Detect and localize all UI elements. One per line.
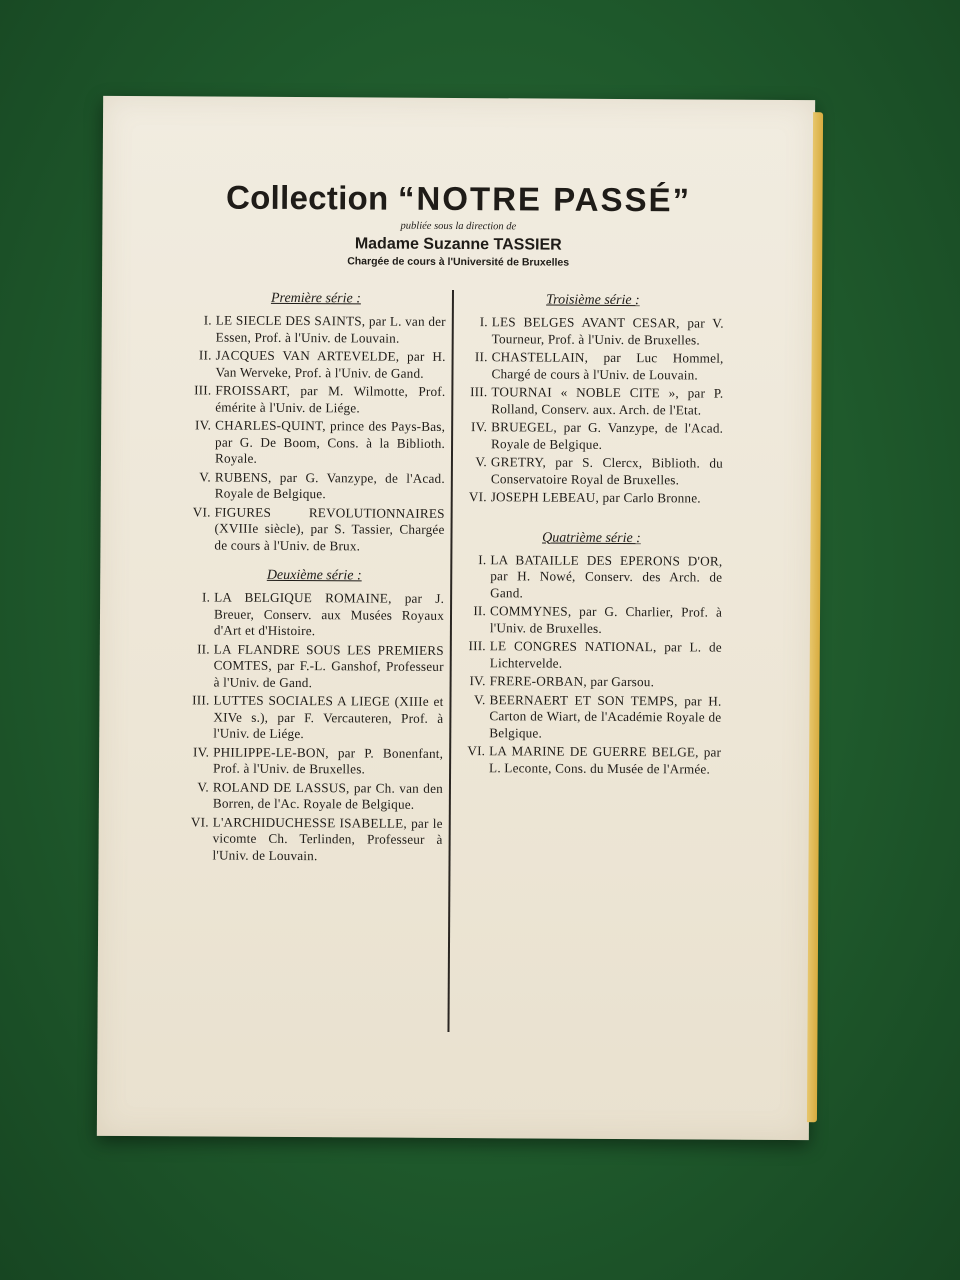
list-item xyxy=(186,312,446,347)
series-first xyxy=(184,290,446,555)
item-number: VI. xyxy=(468,489,487,505)
series-fourth xyxy=(459,530,723,778)
item-number: I. xyxy=(201,589,211,605)
title-prefix: Collection xyxy=(225,178,389,217)
item-text: L'ARCHIDUCHESSE ISABELLE, par le vicomte Ch. Terlinden, Professeur à l'Univ. de Louvain. xyxy=(212,814,443,863)
item-text: GRETRY, par S. Clercx, Biblioth. du Conservatoire Royal de Bruxelles. xyxy=(490,454,723,487)
item-text: RUBENS, par G. Vanzype, de l'Acad. Royale de Belgique. xyxy=(214,469,445,502)
item-number: IV. xyxy=(470,419,488,435)
item-text: FRERE-ORBAN, par Garsou. xyxy=(489,673,655,690)
director-affiliation: Chargée de cours à l'Université de Bruxelles xyxy=(347,255,570,269)
column-divider xyxy=(447,290,454,1032)
list-item xyxy=(185,417,445,468)
right-column xyxy=(459,292,724,792)
item-text: CHASTELLAIN, par Luc Hommel, Chargé de cours à l'Univ. de Louvain. xyxy=(491,349,724,382)
item-number: V. xyxy=(475,454,488,470)
item-text: COMMYNES, par G. Charlier, Prof. à l'Univ. de Bruxelles. xyxy=(489,603,723,636)
series-second xyxy=(182,567,444,865)
list-item xyxy=(462,314,724,349)
item-text: LE CONGRES NATIONAL, par L. de Lichtervelde. xyxy=(489,638,722,671)
item-text: JOSEPH LEBEAU, par Carlo Bronne. xyxy=(490,489,701,506)
series-heading: Troisième série : xyxy=(546,292,640,309)
item-number: I. xyxy=(203,312,212,328)
series-heading: Quatrième série : xyxy=(542,530,641,546)
item-number: VI. xyxy=(467,743,486,759)
list-item xyxy=(461,384,723,419)
subtitle: publiée sous la direction de xyxy=(400,220,517,233)
item-number: II. xyxy=(474,349,488,365)
list-item xyxy=(183,779,443,814)
list-item xyxy=(460,603,722,638)
item-number: V. xyxy=(199,468,211,484)
item-text: LUTTES SOCIALES A LIEGE (XIIIe et XIVe s.), par F. Vercauteren, Prof. à l'Univ. de Liége. xyxy=(213,692,444,742)
book-back-cover xyxy=(97,96,815,1140)
item-number: V. xyxy=(197,778,210,794)
item-number: II. xyxy=(197,640,210,656)
item-text: LA BATAILLE DES EPERONS D'OR, par H. Nowé, Conserv. des Arch. de Gand. xyxy=(490,551,723,600)
item-text: CHARLES-QUINT, prince des Pays-Bas, par G. De Boom, Cons. à la Biblioth. Royale. xyxy=(214,417,446,466)
item-text: JACQUES VAN ARTEVELDE, par H. Van Werveke, Prof. à l'Univ. de Gand. xyxy=(215,347,446,381)
list-item xyxy=(185,382,445,417)
list-item xyxy=(184,504,444,555)
cover-header xyxy=(102,178,815,270)
collection-title xyxy=(102,178,814,220)
list-item xyxy=(183,744,443,779)
list-item xyxy=(461,489,723,507)
item-text: BRUEGEL, par G. Vanzype, de l'Acad. Royale de Belgique. xyxy=(491,419,724,452)
series-third xyxy=(461,292,724,507)
list-item xyxy=(184,589,444,640)
list-item xyxy=(459,692,721,743)
list-item xyxy=(461,349,723,384)
list-item xyxy=(182,814,442,865)
item-text: PHILIPPE-LE-BON, par P. Bonenfant, Prof. à l'Univ. de Bruxelles. xyxy=(213,744,444,777)
item-text: TOURNAI « NOBLE CITE », par P. Rolland, Conserv. aux. Arch. de l'Etat. xyxy=(491,384,724,417)
item-number: I. xyxy=(478,551,487,567)
item-text: ROLAND DE LASSUS, par Ch. van den Borren, de l'Ac. Royale de Belgique. xyxy=(212,779,444,812)
list-item xyxy=(185,347,445,382)
item-number: III. xyxy=(468,638,486,654)
item-number: III. xyxy=(192,692,210,708)
list-item xyxy=(185,469,445,504)
item-text: LA BELGIQUE ROMAINE, par J. Breuer, Conserv. aux Musées Royaux d'Art et d'Histoire. xyxy=(213,589,445,639)
item-text: LA MARINE DE GUERRE BELGE, par L. Leconte, Cons. du Musée de l'Armée. xyxy=(489,743,722,777)
item-number: VI. xyxy=(190,813,209,829)
director-name: Madame Suzanne TASSIER xyxy=(354,235,562,254)
series-heading: Deuxième série : xyxy=(266,567,362,584)
series-heading: Première série : xyxy=(270,290,361,307)
item-number: IV. xyxy=(193,743,210,759)
title-quoted: “NOTRE PASSÉ” xyxy=(397,179,692,219)
item-number: III. xyxy=(470,384,488,400)
left-column xyxy=(182,290,446,879)
item-number: I. xyxy=(479,314,488,330)
item-number: IV. xyxy=(469,673,486,689)
item-text: LA FLANDRE SOUS LES PREMIERS COMTES, par F.-L. Ganshof, Professeur à l'Univ. de Gand. xyxy=(213,641,444,690)
item-number: V. xyxy=(473,691,486,707)
list-item xyxy=(183,692,443,743)
item-text: FROISSART, par M. Wilmotte, Prof. émérite à l'Univ. de Liége. xyxy=(215,382,446,415)
item-text: FIGURES REVOLUTIONNAIRES (XVIIIe siècle), par S. Tassier, Chargée de cours à l'Univ. de Brux. xyxy=(214,504,445,553)
list-item xyxy=(459,743,721,778)
item-text: LE SIECLE DES SAINTS, par L. van der Essen, Prof. à l'Univ. de Louvain. xyxy=(215,312,446,346)
list-item xyxy=(184,641,444,692)
item-number: II. xyxy=(473,603,487,619)
item-number: III. xyxy=(194,382,212,398)
list-item xyxy=(460,552,722,603)
list-item xyxy=(461,419,723,454)
item-number: II. xyxy=(198,347,212,363)
item-text: LES BELGES AVANT CESAR, par V. Tourneur, Prof. à l'Univ. de Bruxelles. xyxy=(491,314,724,347)
item-text: BEERNAERT ET SON TEMPS, par H. Carton de Wiart, de l'Académie Royale de Belgique. xyxy=(489,691,722,741)
list-item xyxy=(461,454,723,489)
item-number: VI. xyxy=(192,503,211,519)
list-item xyxy=(460,673,722,691)
list-item xyxy=(460,638,722,673)
item-number: IV. xyxy=(195,417,212,433)
